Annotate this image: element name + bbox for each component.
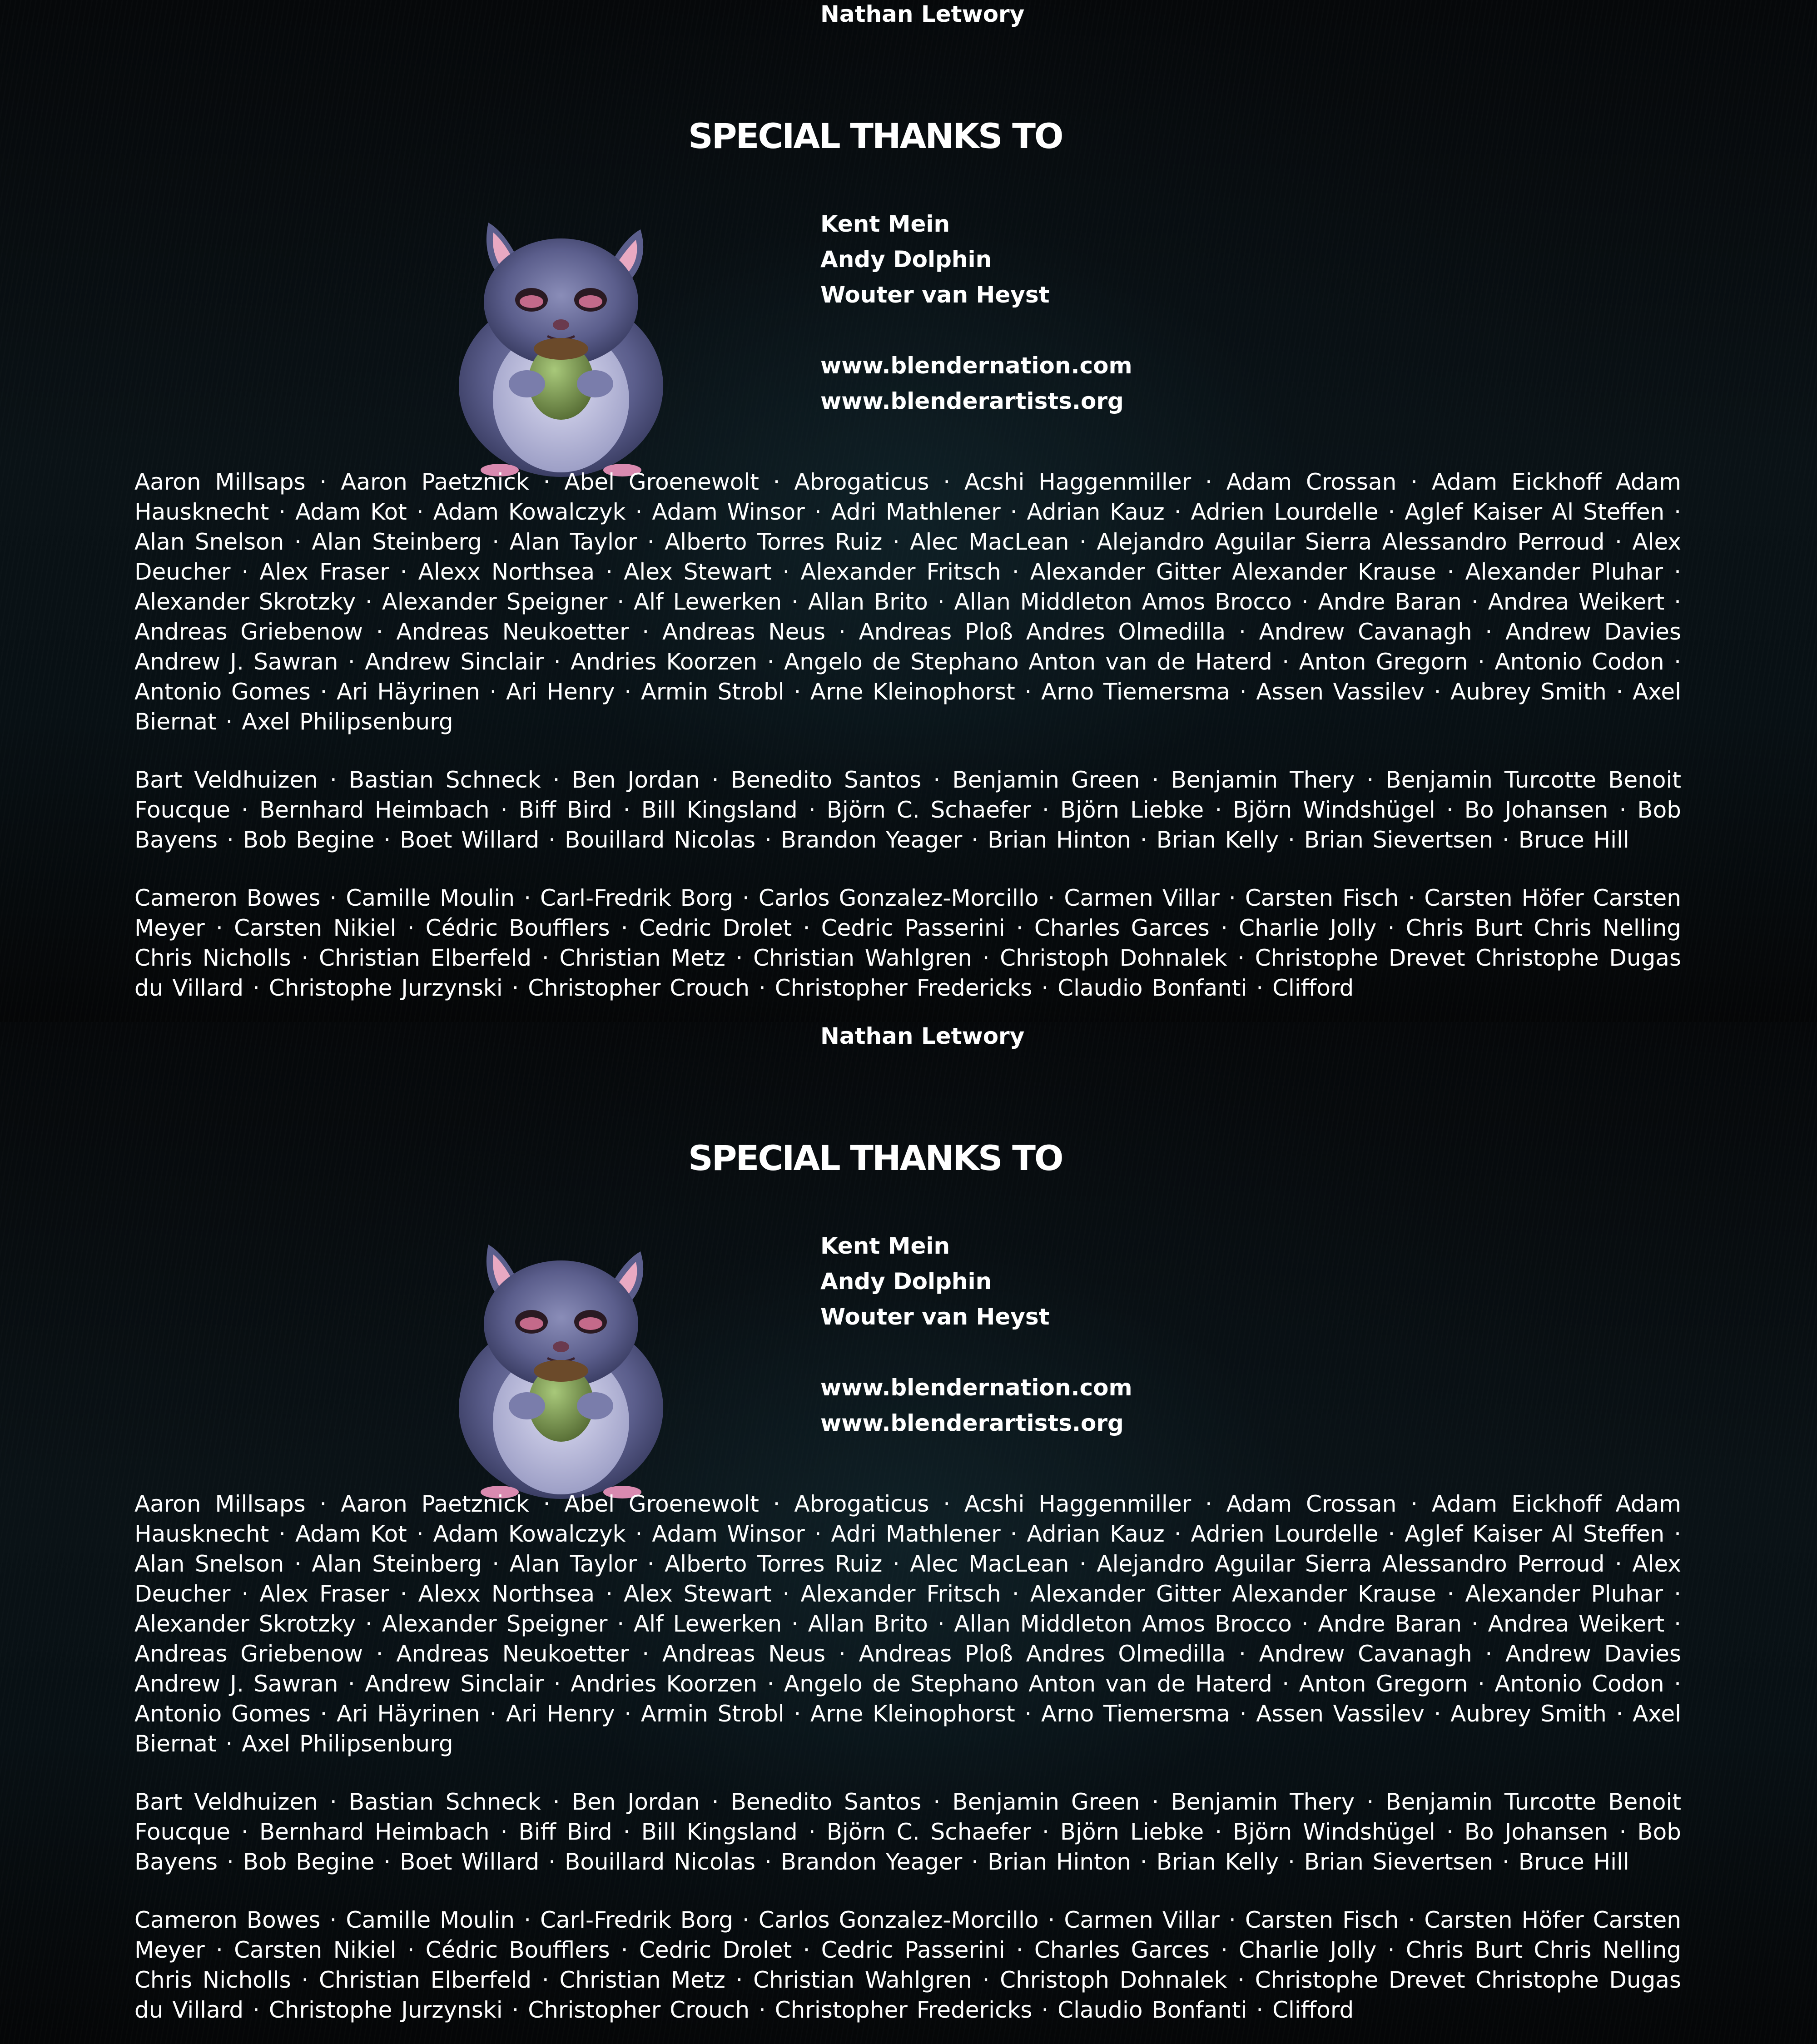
contact-name: Kent Mein: [820, 211, 950, 237]
credits-group-c: Cameron Bowes · Camille Moulin · Carl-Fredrik Borg · Carlos Gonzalez-Morcillo · Carmen Villar · Carsten Fisch · Carsten Höfer Carsten Meyer · Carsten Nikiel · Cédric Boufflers · Cedric Drolet · Cedric Passerini · Charles Garces · Charlie Jolly · Chris Burt Chris Nelling Chris Nicholls · Christian Elberfeld · Christian Metz · Christian Wahlgren · Christoph Dohnalek · Christophe Drevet Christophe Dugas du Villard · Christophe Jurzynski · Christopher Crouch · Christopher Fredericks · Claudio Bonfanti · Clifford: [134, 885, 1681, 1001]
chinchilla-mascot-icon: [450, 204, 672, 477]
credits-name-list: [134, 467, 1681, 1020]
contact-name: Andy Dolphin: [820, 1268, 992, 1295]
previous-credit-name: Nathan Letwory: [820, 1023, 1025, 1049]
credits-group-a: Aaron Millsaps · Aaron Paetznick · Abel Groenewolt · Abrogaticus · Acshi Haggenmiller · Adam Crossan · Adam Eickhoff Adam Hausknecht · Adam Kot · Adam Kowalczyk · Adam Winsor · Adri Mathlener · Adrian Kauz · Adrien Lourdelle · Aglef Kaiser Al Steffen · Alan Snelson · Alan Steinberg · Alan Taylor · Alberto Torres Ruiz · Alec MacLean · Alejandro Aguilar Sierra Alessandro Perroud · Alex Deucher · Alex Fraser · Alexx Northsea · Alex Stewart · Alexander Fritsch · Alexander Gitter Alexander Krause · Alexander Pluhar · Alexander Skrotzky · Alexander Speigner · Alf Lewerken · Allan Brito · Allan Middleton Amos Brocco · Andre Baran · Andrea Weikert · Andreas Griebenow · Andreas Neukoetter · Andreas Neus · Andreas Ploß Andres Olmedilla · Andrew Cavanagh · Andrew Davies Andrew J. Sawran · Andrew Sinclair · Andries Koorzen · Angelo de Stephano Anton van de Haterd · Anton Gregorn · Antonio Codon · Antonio Gomes · Ari Häyrinen · Ari Henry · Armin Strobl · Arne Kleinophorst · Arno Tiemersma · Assen Vassilev · Aubrey Smith · Axel Biernat · Axel Philipsenburg: [134, 469, 1681, 735]
credits-group-a: Aaron Millsaps · Aaron Paetznick · Abel Groenewolt · Abrogaticus · Acshi Haggenmiller · Adam Crossan · Adam Eickhoff Adam Hausknecht · Adam Kot · Adam Kowalczyk · Adam Winsor · Adri Mathlener · Adrian Kauz · Adrien Lourdelle · Aglef Kaiser Al Steffen · Alan Snelson · Alan Steinberg · Alan Taylor · Alberto Torres Ruiz · Alec MacLean · Alejandro Aguilar Sierra Alessandro Perroud · Alex Deucher · Alex Fraser · Alexx Northsea · Alex Stewart · Alexander Fritsch · Alexander Gitter Alexander Krause · Alexander Pluhar · Alexander Skrotzky · Alexander Speigner · Alf Lewerken · Allan Brito · Allan Middleton Amos Brocco · Andre Baran · Andrea Weikert · Andreas Griebenow · Andreas Neukoetter · Andreas Neus · Andreas Ploß Andres Olmedilla · Andrew Cavanagh · Andrew Davies Andrew J. Sawran · Andrew Sinclair · Andries Koorzen · Angelo de Stephano Anton van de Haterd · Anton Gregorn · Antonio Codon · Antonio Gomes · Ari Häyrinen · Ari Henry · Armin Strobl · Arne Kleinophorst · Arno Tiemersma · Assen Vassilev · Aubrey Smith · Axel Biernat · Axel Philipsenburg: [134, 1491, 1681, 1757]
website-link: www.blenderartists.org: [820, 1410, 1124, 1436]
contact-name: Wouter van Heyst: [820, 1304, 1050, 1330]
previous-credit-name: Nathan Letwory: [820, 1, 1025, 27]
credits-group-b: Bart Veldhuizen · Bastian Schneck · Ben Jordan · Benedito Santos · Benjamin Green · Benjamin Thery · Benjamin Turcotte Benoit Foucque · Bernhard Heimbach · Biff Bird · Bill Kingsland · Björn C. Schaefer · Björn Liebke · Björn Windshügel · Bo Johansen · Bob Bayens · Bob Begine · Boet Willard · Bouillard Nicolas · Brandon Yeager · Brian Hinton · Brian Kelly · Brian Sievertsen · Bruce Hill: [134, 767, 1681, 853]
special-thanks-heading: SPECIAL THANKS TO: [688, 116, 1062, 156]
contact-name: Andy Dolphin: [820, 246, 992, 273]
chinchilla-mascot-icon: [450, 1226, 672, 1499]
credits-group-b: Bart Veldhuizen · Bastian Schneck · Ben Jordan · Benedito Santos · Benjamin Green · Benjamin Thery · Benjamin Turcotte Benoit Foucque · Bernhard Heimbach · Biff Bird · Bill Kingsland · Björn C. Schaefer · Björn Liebke · Björn Windshügel · Bo Johansen · Bob Bayens · Bob Begine · Boet Willard · Bouillard Nicolas · Brandon Yeager · Brian Hinton · Brian Kelly · Brian Sievertsen · Bruce Hill: [134, 1789, 1681, 1875]
website-link: www.blendernation.com: [820, 1374, 1132, 1401]
credits-group-c: Cameron Bowes · Camille Moulin · Carl-Fredrik Borg · Carlos Gonzalez-Morcillo · Carmen Villar · Carsten Fisch · Carsten Höfer Carsten Meyer · Carsten Nikiel · Cédric Boufflers · Cedric Drolet · Cedric Passerini · Charles Garces · Charlie Jolly · Chris Burt Chris Nelling Chris Nicholls · Christian Elberfeld · Christian Metz · Christian Wahlgren · Christoph Dohnalek · Christophe Drevet Christophe Dugas du Villard · Christophe Jurzynski · Christopher Crouch · Christopher Fredericks · Claudio Bonfanti · Clifford: [134, 1907, 1681, 2023]
special-thanks-contacts: [820, 1228, 1132, 1441]
website-link: www.blendernation.com: [820, 352, 1132, 379]
special-thanks-contacts: [820, 206, 1132, 419]
contact-name: Wouter van Heyst: [820, 282, 1050, 308]
contact-name: Kent Mein: [820, 1233, 950, 1259]
website-link: www.blenderartists.org: [820, 388, 1124, 414]
credits-frame-bottom: [0, 1022, 1817, 2044]
credits-name-list: [134, 1489, 1681, 2042]
special-thanks-heading: SPECIAL THANKS TO: [688, 1138, 1062, 1178]
